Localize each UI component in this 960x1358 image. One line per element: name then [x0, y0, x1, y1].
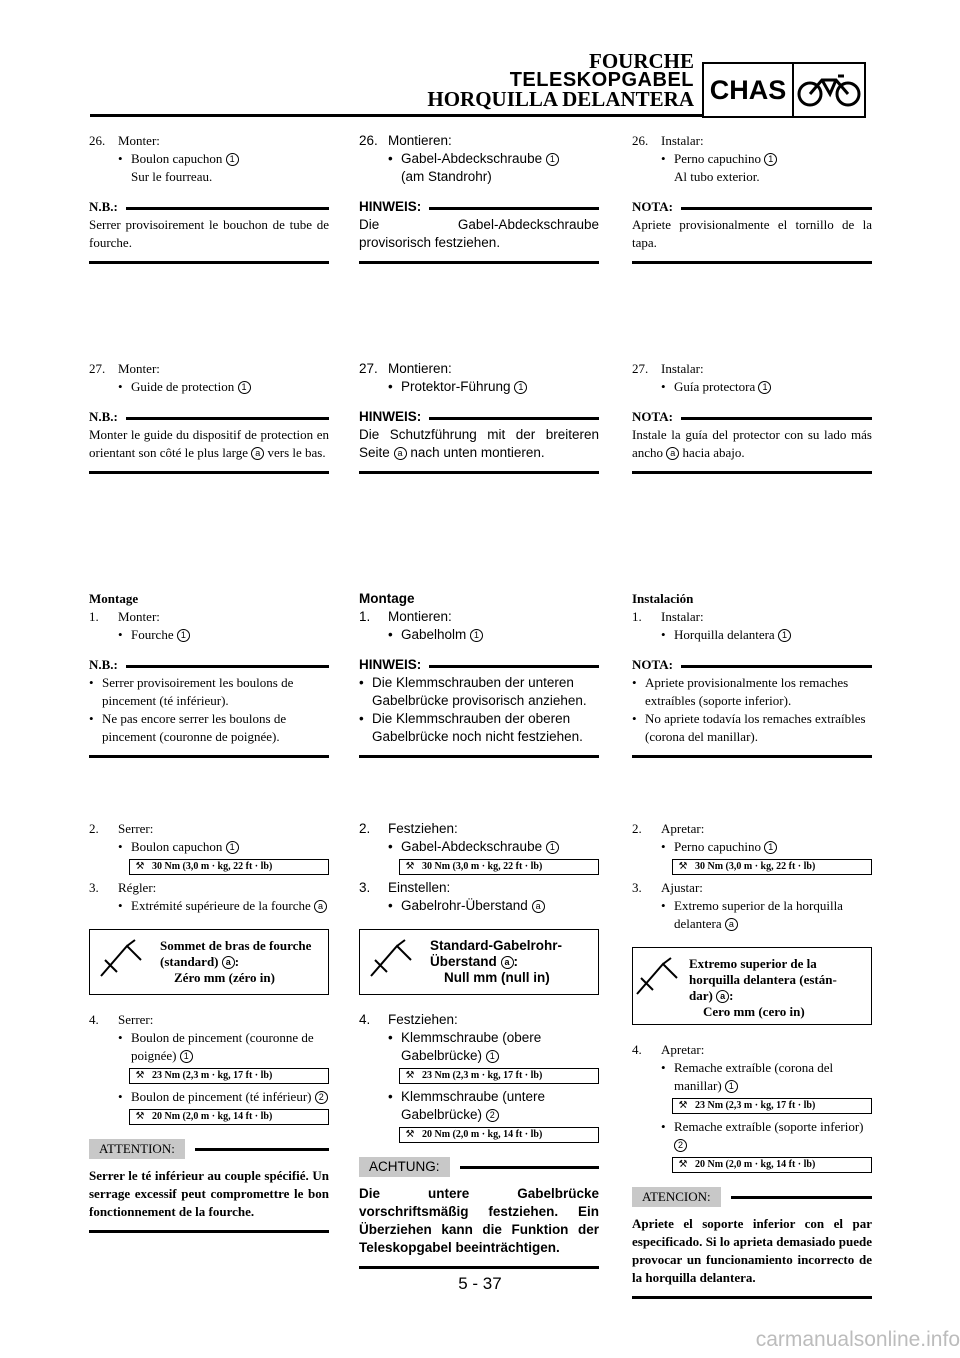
wrench-icon: ⚒: [405, 861, 415, 872]
es-montage: Instalación 1. Instalar: • Horquilla delantera 1 NOTA: • Apriete provisionalmente los remaches extraíbles (soporte inferior). • No apriete todavía los remaches extraíbles (corona del manillar).: [632, 590, 872, 758]
torque-spec: ⚒ 30 Nm (3,0 m · kg, 22 ft · lb): [129, 859, 329, 875]
fr-step-26: 26. Monter: • Boulon capuchon 1 Sur le fourreau. N.B.: Serrer provisoirement le bouchon de tube de fourche.: [89, 132, 329, 264]
es-warning: ATENCION:: [632, 1187, 872, 1207]
fr-note-26-end: [89, 261, 329, 264]
es-steps-2-4: 2. Apretar: • Perno capuchino 1 ⚒ 30 Nm (3,0 m · kg, 22 ft · lb) 3. Ajustar: • Extremo superior de la horquilla delantera a Extremo superior de la horquilla delantera (están- dar) a : Cero mm (cero in) 4. Apretar: • Remache extraíble (corona del manillar) 1 ⚒ 23 Nm (2,3 m · kg, 17 ft · lb) • Remache extraíble (soporte inferior) 2 ⚒ 20 Nm (2,0 m · kg, 14 ft · lb) ATENCION: Apriete el soporte inferior con el par especificado. Si lo aprieta demasiado puede provocar un funcionamiento incorrecto de la horquilla delantera.: [632, 820, 872, 1299]
wrench-icon: ⚒: [135, 1070, 145, 1081]
caliper-icon: [633, 948, 681, 1024]
wrench-icon: ⚒: [135, 1111, 145, 1122]
title-es: HORQUILLA DELANTERA: [427, 87, 694, 111]
chapter-label: CHAS: [704, 64, 794, 116]
header-rule: [90, 114, 704, 117]
watermark: carmanualsonline.info: [755, 1328, 960, 1351]
de-step-26: 26. Montieren: • Gabel-Abdeckschraube 1 (am Standrohr) HINWEIS: Die Gabel-Abdeckschraube provisorisch festziehen.: [359, 132, 599, 264]
fr-steps-2-4: 2. Serrer: • Boulon capuchon 1 ⚒ 30 Nm (3,0 m · kg, 22 ft · lb) 3. Régler: • Extrémité supérieure de la fourche a Sommet de bras de fourche (standard) a : Zéro mm (zéro in) 4. Serrer: • Boulon de pincement (couronne de poignée) 1 ⚒ 23 Nm (2,3 m · kg, 17 ft · lb) • Boulon de pincement (té inférieur) 2 ⚒ 20 Nm (2,0 m · kg, 14 ft · lb) ATTENTION: Serrer le té inférieur au couple spécifié. Un serrage excessif peut compromettre le bon fonctionnement de la fourche.: [89, 820, 329, 1233]
title-de: TELESKOPGABEL: [509, 69, 694, 91]
caliper-icon: [360, 930, 422, 994]
page-header-titles: [427, 49, 694, 111]
wrench-icon: ⚒: [405, 1070, 415, 1081]
de-steps-2-4: 2. Festziehen: • Gabel-Abdeckschraube 1 ⚒ 30 Nm (3,0 m · kg, 22 ft · lb) 3. Einstellen: • Gabelrohr-Überstand a Standard-Gabelrohr- Überstand a : Null mm (null in) 4. Festziehen: • Klemmschraube (obere Gabelbrücke) 1 ⚒ 23 Nm (2,3 m · kg, 17 ft · lb) • Klemmschraube (untere Gabelbrücke) 2 ⚒ 20 Nm (2,0 m · kg, 14 ft · lb) ACHTUNG: Die untere Gabelbrücke vorschriftsmäßig festziehen. Ein Überziehen kann die Funktion der Teleskopgabel beeinträchtigen.: [359, 820, 599, 1269]
fr-warning: ATTENTION:: [89, 1139, 329, 1159]
chapter-badge: [702, 62, 866, 118]
es-step-27: 27. Instalar: • Guía protectora 1 NOTA: Instale la guía del protector con su lado más ancho a hacia abajo.: [632, 360, 872, 474]
caliper-icon: [90, 930, 152, 994]
es-step-26: 26. Instalar: • Perno capuchino 1 Al tubo exterior. NOTA: Apriete provisionalmente el tornillo de la tapa.: [632, 132, 872, 264]
de-montage: Montage 1. Montieren: • Gabelholm 1 HINWEIS: • Die Klemmschrauben der unteren Gabelbrücke provisorisch anziehen. • Die Klemmschrauben der oberen Gabelbrücke noch nicht festziehen.: [359, 590, 599, 758]
de-warning: ACHTUNG:: [359, 1157, 599, 1177]
spec-box: Extremo superior de la horquilla delantera (están- dar) a : Cero mm (cero in): [632, 947, 872, 1025]
wrench-icon: ⚒: [405, 1129, 415, 1140]
wrench-icon: ⚒: [678, 861, 688, 872]
motorcycle-icon: [794, 64, 864, 116]
wrench-icon: ⚒: [678, 1159, 688, 1170]
fr-note-27: N.B.:: [89, 408, 329, 426]
de-step-27: 27. Montieren: • Protektor-Führung 1 HINWEIS: Die Schutzführung mit der breiteren Seite a nach unten montieren.: [359, 360, 599, 474]
fr-montage: Montage 1. Monter: • Fourche 1 N.B.: • Serrer provisoirement les boulons de pincement (té inférieur). • Ne pas encore serrer les boulons de pincement (couronne de poignée).: [89, 590, 329, 758]
fr-step-27: 27. Monter: • Guide de protection 1 N.B.: Monter le guide du dispositif de protection en orientant son côté le plus large a vers le bas.: [89, 360, 329, 474]
fr-section-title: Montage: [89, 591, 139, 606]
title-fr: FOURCHE: [589, 49, 694, 73]
page-number: 5 - 37: [458, 1274, 502, 1293]
spec-box: Sommet de bras de fourche (standard) a : Zéro mm (zéro in): [89, 929, 329, 995]
wrench-icon: ⚒: [678, 1100, 688, 1111]
spec-box: Standard-Gabelrohr- Überstand a : Null mm (null in): [359, 929, 599, 995]
fr-note-26: N.B.:: [89, 198, 329, 216]
wrench-icon: ⚒: [135, 861, 145, 872]
